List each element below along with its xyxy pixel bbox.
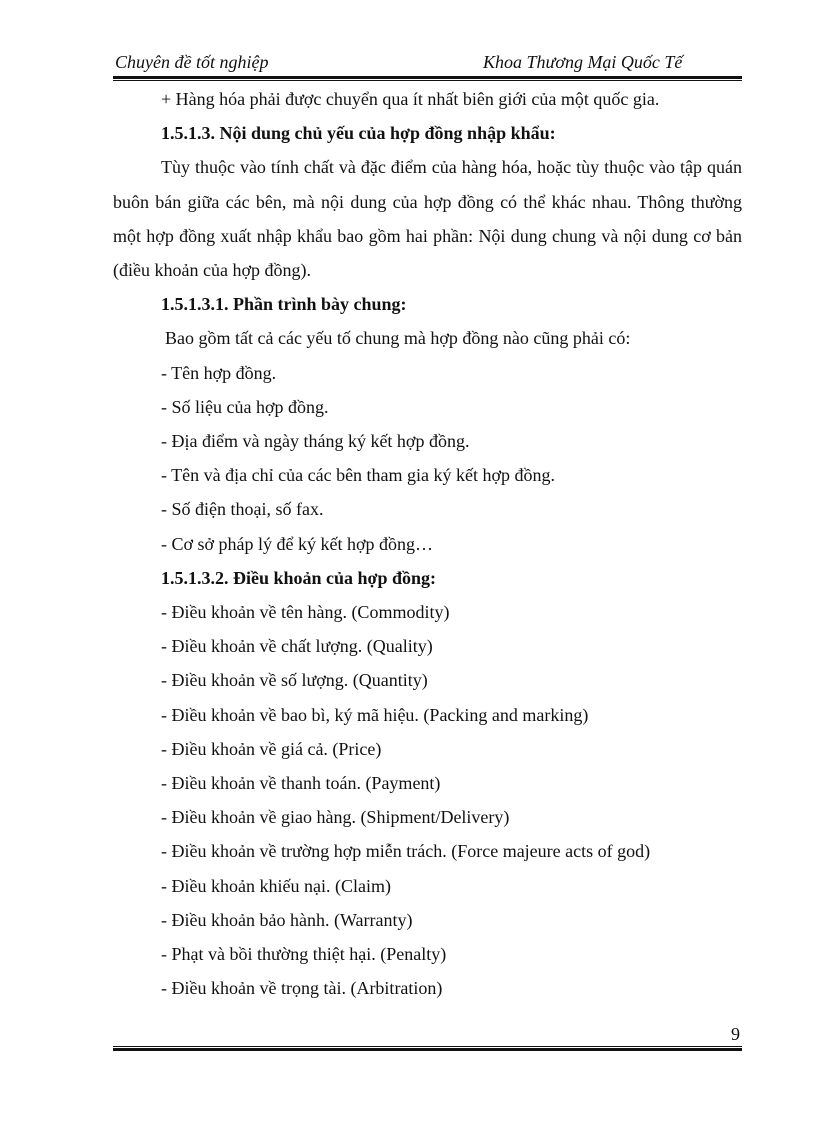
list-item: - Cơ sở pháp lý để ký kết hợp đồng… bbox=[161, 533, 434, 554]
list-item: - Điều khoản về thanh toán. (Payment) bbox=[161, 773, 441, 794]
list-item: - Điều khoản bảo hành. (Warranty) bbox=[161, 909, 413, 930]
list-item: - Phạt và bồi thường thiệt hại. (Penalty) bbox=[161, 944, 447, 965]
header-left-title: Chuyên đề tốt nghiệp bbox=[115, 52, 269, 72]
list-item: - Điều khoản về giá cả. (Price) bbox=[161, 738, 382, 759]
section-heading-1-5-1-3-1: 1.5.1.3.1. Phần trình bày chung: bbox=[161, 294, 407, 315]
list-item: - Điều khoản về chất lượng. (Quality) bbox=[161, 636, 433, 657]
body-paragraph: Tùy thuộc vào tính chất và đặc điểm của hàng hóa, hoặc tùy thuộc vào tập quán buôn bán giữa các bên, mà nội dung của hợp đồng có thể khác nhau. Thông thường một hợp đồng xuất nhập khẩu bao gồm hai phần: Nội dung chung và nội dung cơ bản (điều khoản của hợp đồng). bbox=[113, 157, 742, 281]
clause-items-list bbox=[113, 595, 742, 1005]
general-items-list bbox=[113, 356, 742, 561]
general-intro: Bao gồm tất cả các yếu tố chung mà hợp đồng nào cũng phải có: bbox=[165, 328, 631, 349]
list-item: - Điều khoản về trường hợp miễn trách. (Force majeure acts of god) bbox=[161, 841, 651, 862]
footer-rule bbox=[113, 1046, 742, 1051]
header-rule bbox=[113, 76, 742, 81]
list-item: - Số điện thoại, số fax. bbox=[161, 499, 324, 520]
page-header bbox=[113, 50, 742, 76]
list-item: - Điều khoản về giao hàng. (Shipment/Delivery) bbox=[161, 807, 510, 828]
section-heading-1-5-1-3: 1.5.1.3. Nội dung chủ yếu của hợp đồng nhập khẩu: bbox=[161, 123, 556, 144]
list-item: - Địa điểm và ngày tháng ký kết hợp đồng. bbox=[161, 431, 470, 452]
section-heading-1-5-1-3-2: 1.5.1.3.2. Điều khoản của hợp đồng: bbox=[161, 567, 437, 588]
intro-line: + Hàng hóa phải được chuyển qua ít nhất biên giới của một quốc gia. bbox=[161, 89, 660, 109]
list-item: - Điều khoản về tên hàng. (Commodity) bbox=[161, 602, 450, 623]
header-right-title: Khoa Thương Mại Quốc Tế bbox=[483, 52, 683, 72]
list-item: - Điều khoản về trọng tài. (Arbitration) bbox=[161, 978, 443, 999]
page-body bbox=[113, 82, 742, 1005]
page-number: 9 bbox=[731, 1024, 740, 1044]
list-item: - Tên và địa chỉ của các bên tham gia ký kết hợp đồng. bbox=[161, 465, 556, 486]
list-item: - Số liệu của hợp đồng. bbox=[161, 396, 329, 417]
list-item: - Điều khoản về số lượng. (Quantity) bbox=[161, 670, 428, 691]
list-item: - Điều khoản khiếu nại. (Claim) bbox=[161, 875, 391, 896]
list-item: - Điều khoản về bao bì, ký mã hiệu. (Packing and marking) bbox=[161, 704, 589, 725]
list-item: - Tên hợp đồng. bbox=[161, 362, 277, 383]
